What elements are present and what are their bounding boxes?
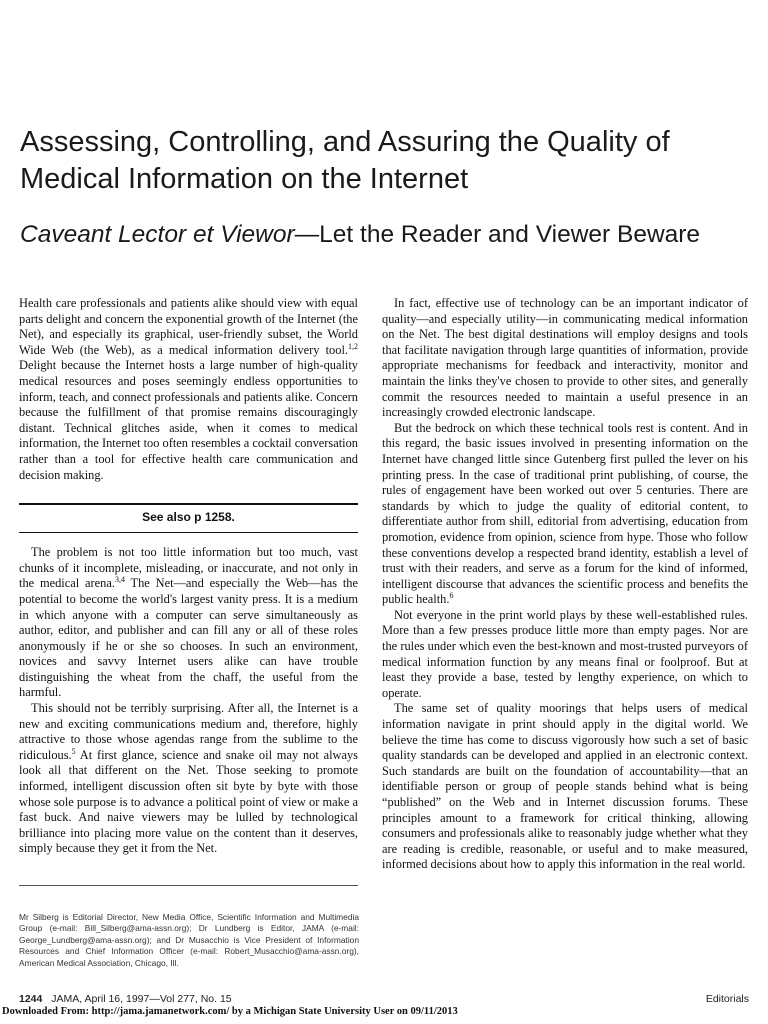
download-stamp: Downloaded From: http://jama.jamanetwork.com/ by a Michigan State University User on 09/11/2013 <box>2 1006 458 1017</box>
footnote-divider <box>19 885 358 886</box>
paragraph: This should not be terribly surprising. After all, the Internet is a new and exciting communications medium and, therefore, highly attractive to those whose agendas range from the sublime to the ridiculous.$^5$ At first glance, science and snake oil may not always look all that different on the Net. Those seeking to promote informed, intelligent discussion often sit byte by byte with those whose sole purpose is to advance a political point of view or make a fast buck. And naive viewers may be lulled by technological brilliance into placing more value on the content than it deserves, simply because they get it from the Net. <box>19 701 358 856</box>
reference-superscript: 6 <box>449 591 454 601</box>
paragraph: But the bedrock on which these technical tools rest is content. And in this regard, the basic issues involved in presenting information on the Internet have changed little since Gutenberg first pulled the lever on his printing press. In the case of traditional print publishing, of course, the rules of engagement have been worked out over 5 centuries. There are standards by which to judge the quality of editorial content, to differentiate author from shill, editorial from advertising, education from promotion, evidence from opinion, science from hype. Those who follow these conventions develop a respected brand identity, establish a level of trust with their readers, and serve as a forum for the kind of informed, intelligent discourse that advances the scientific process and benefits the public health.$^6$ <box>382 420 748 607</box>
see-also-box: See also p 1258. <box>19 503 358 533</box>
section-label: Editorials <box>705 993 749 1005</box>
paragraph: Health care professionals and patients alike should view with equal parts delight and concern the exponential growth of the Internet (the Net), and especially its graphical, user-friendly subset, the World Wide Web (the Web), as a medical information delivery tool.$^{1,2}$ Delight because the Internet hosts a large number of high-quality medical resources and poses seemingly endless opportunities to inform, teach, and connect professionals and patients alike. Concern because the fulfillment of that promise remains discouragingly distant. Technical glitches aside, when it comes to medical information, the Internet too often resembles a cocktail conversation rather than a tool for effective health care communication and decision making. <box>19 296 358 482</box>
subtitle-english: —Let the Reader and Viewer Beware <box>294 221 701 248</box>
paragraph: Not everyone in the print world plays by these well-established rules. More than a few presses produce little more than empty pages. Nor are the rules under which even the best-known and most-trusted purveyors of medical information function by any means final or foolproof. But at least they provide a base, tested by lengthy experience, on which to operate. <box>382 607 748 700</box>
page-number: 1244 <box>19 993 43 1005</box>
page-footer <box>19 993 749 1005</box>
author-footnote: Mr Silberg is Editorial Director, New Media Office, Scientific Information and Multimedia Group (e-mail: Bill_Silberg@ama-assn.org); Dr Lundberg is Editor, JAMA (e-mail: George_Lundberg@ama-assn.org); and Dr Musacchio is Vice President of Information Resources and Chief Information Officer (e-mail: Robert_Musacchio@ama-assn.org), American Medical Association, Chicago, Ill. <box>19 912 359 968</box>
article-subtitle <box>20 220 760 250</box>
paragraph: The problem is not too little information but too much, vast chunks of it incomplete, misleading, or inaccurate, and not only in the medical arena.$^{3,4}$ The Net—and especially the Web—has the potential to become the world's largest vanity press. It is a medium in which anyone with a computer can serve simultaneously as author, editor, and publisher and can fill any or all of these roles anonymously if he or she so chooses. In such an environment, novices and savvy Internet users alike can have trouble distinguishing the wheat from the chaff, the useful from the harmful. <box>19 545 358 700</box>
right-column <box>382 296 748 873</box>
article-title: Assessing, Controlling, and Assuring the Quality of Medical Information on the Internet <box>20 126 670 195</box>
reference-superscript: 1,2 <box>348 341 358 351</box>
reference-superscript: 3,4 <box>114 575 125 585</box>
subtitle-latin: Caveant Lector et Viewor <box>20 221 295 248</box>
journal-citation: JAMA, April 16, 1997—Vol 277, No. 15 <box>51 993 232 1005</box>
left-column <box>19 296 358 857</box>
paragraph: The same set of quality moorings that helps users of medical information navigate in print should apply in the digital world. We believe the time has come to discuss vigorously how such a set of basic quality standards can be developed and applied in an electronic context. Such standards are built on the foundation of accountability—that an identifiable person or group of people stands behind what is being “published” on the Web and in Internet discussion forums. These principles amount to a framework for critical thinking, allowing consumers and professionals alike to reasonably judge whether what they are reading is credible, reasonable, or useful and to make measured, informed decisions about how to apply this information in the real world. <box>382 701 748 872</box>
reference-superscript: 5 <box>71 746 76 756</box>
paragraph: In fact, effective use of technology can be an important indicator of quality—and especially utility—in communicating medical information on the Net. The best digital destinations will employ designs and tools that facilitate navigation through large quantities of information, provide appropriate mechanisms for feedback and interactivity, monitor and maintain the links they've chosen to provide to other sites, and generally commit the resources needed to maintain a useful presence in an increasingly crowded electronic landscape. <box>382 296 748 420</box>
